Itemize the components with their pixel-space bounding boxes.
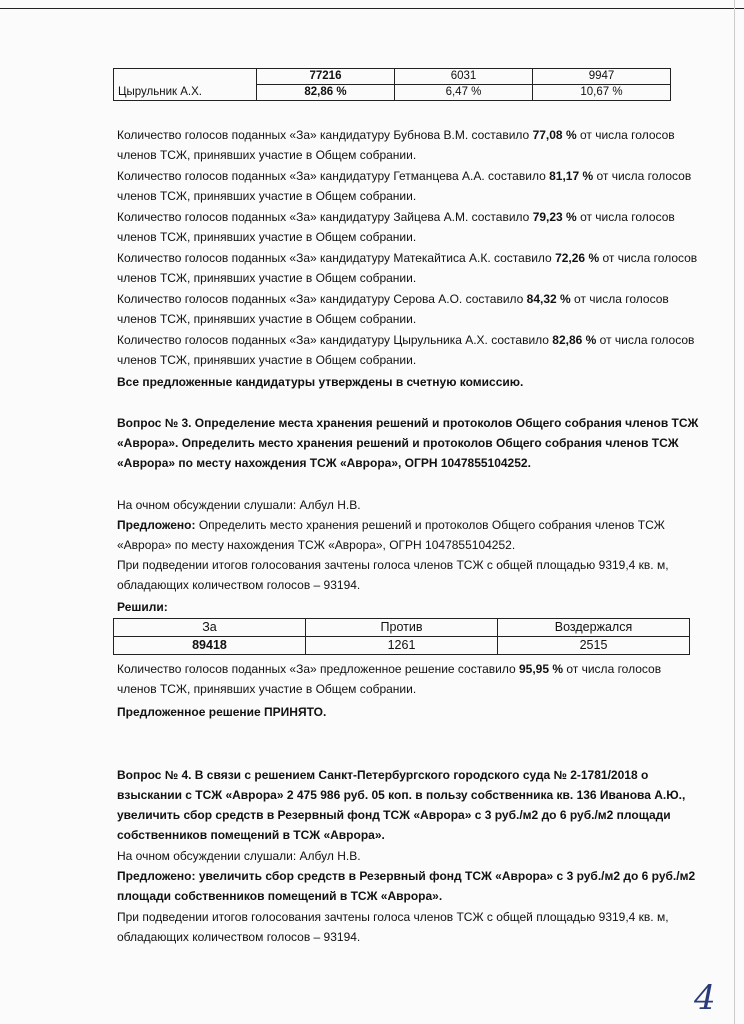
candidate-result-paragraph: [117, 166, 699, 206]
q4-heard: На очном обсуждении слушали: Албул Н.В.: [117, 849, 361, 863]
candidate-result-text: от числа голосов членов ТСЖ, принявших участие в Общем собрании.: [117, 169, 692, 203]
against-percent-cell: 6,47 %: [395, 85, 533, 101]
candidate-result-text: от числа голосов членов ТСЖ, принявших участие в Общем собрании.: [117, 333, 695, 367]
table-row: [114, 637, 690, 655]
q3-result-text: Количество голосов поданных «За» предложенное решение составило: [117, 662, 519, 676]
candidate-result-text: Количество голосов поданных «За» кандидатуру Матекайтиса А.К. составило: [117, 251, 556, 265]
candidate-result-percent: 72,26 %: [555, 251, 600, 265]
candidate-result-paragraph: [117, 207, 699, 247]
q3-counting: При подведении итогов голосования зачтены голоса членов ТСЖ с общей площадью 9319,4 кв. м, обладающих количеством голосов – 93194.: [117, 558, 669, 592]
candidate-result-percent: 77,08 %: [532, 128, 577, 142]
candidate-result-text: Количество голосов поданных «За» кандидатуру Бубнова В.М. составило: [117, 128, 533, 142]
q4-proposed-text: увеличить сбор средств в Резервный фонд ТСЖ «Аврора» с 3 руб./м2 до 6 руб./м2 площади собственников помещений в ТСЖ «Аврора».: [117, 869, 696, 903]
handwritten-page-number: 4: [694, 978, 716, 1018]
for-percent-cell: 82,86 %: [257, 85, 395, 101]
against-votes-cell: 6031: [395, 69, 533, 85]
candidate-result-percent: 81,17 %: [549, 169, 594, 183]
q3-proposed: [117, 515, 699, 555]
candidate-name-cell: Цырульник А.Х.: [114, 69, 257, 101]
q3-heading: Вопрос № 3. Определение места хранения решений и протоколов Общего собрания членов ТСЖ «Аврора». Определить место хранения решений и протоколов Общего собрания членов ТСЖ «Аврора» по месту нахождения ТСЖ «Аврора», ОГРН 1047855104252.: [117, 416, 699, 470]
right-edge-line: [734, 0, 735, 1024]
q4-proposed-label: Предложено:: [117, 869, 196, 883]
candidate-result-paragraph: [117, 248, 699, 288]
q3-vote-table: [113, 618, 690, 655]
candidate-result-paragraph: [117, 289, 699, 329]
candidate-result-text: Количество голосов поданных «За» кандидатуру Зайцева А.М. составило: [117, 210, 533, 224]
candidate-result-paragraph: [117, 125, 699, 165]
q3-result-text: от числа голосов членов ТСЖ, принявших участие в Общем собрании.: [117, 662, 662, 696]
abstain-votes-cell: 9947: [533, 69, 671, 85]
vote-value-against: 1261: [306, 637, 498, 655]
vote-header-abstain: Воздержался: [498, 619, 690, 637]
candidate-result-text: от числа голосов членов ТСЖ, принявших участие в Общем собрании.: [117, 210, 675, 244]
candidate-result-text: Количество голосов поданных «За» кандидатуру Серова А.О. составило: [117, 292, 527, 306]
vote-header-for: За: [114, 619, 306, 637]
q3-proposed-label: Предложено:: [117, 518, 196, 532]
vote-header-against: Против: [306, 619, 498, 637]
candidate-result-percent: 84,32 %: [526, 292, 571, 306]
abstain-percent-cell: 10,67 %: [533, 85, 671, 101]
q4-counting: При подведении итогов голосования зачтены голоса членов ТСЖ с общей площадью 9319,4 кв. м, обладающих количеством голосов – 93194.: [117, 910, 669, 944]
candidate-result-paragraph: [117, 330, 699, 370]
candidate-result-percent: 82,86 %: [552, 333, 597, 347]
table-row: [114, 69, 671, 85]
candidate-result-text: от числа голосов членов ТСЖ, принявших участие в Общем собрании.: [117, 128, 675, 162]
q3-accepted: Предложенное решение ПРИНЯТО.: [117, 705, 327, 719]
candidate-result-percent: 79,23 %: [532, 210, 577, 224]
candidate-result-text: от числа голосов членов ТСЖ, принявших участие в Общем собрании.: [117, 292, 669, 326]
candidate-result-text: Количество голосов поданных «За» кандидатуру Цырульника А.Х. составило: [117, 333, 553, 347]
candidates-conclusion: Все предложенные кандидатуры утверждены в счетную комиссию.: [117, 375, 524, 389]
table-row: [114, 619, 690, 637]
q3-proposed-text: Определить место хранения решений и протоколов Общего собрания членов ТСЖ «Аврора» по месту нахождения ТСЖ «Аврора», ОГРН 1047855104252.: [117, 518, 665, 552]
candidate-results-table: [113, 68, 671, 101]
candidate-result-text: от числа голосов членов ТСЖ, принявших участие в Общем собрании.: [117, 251, 698, 285]
q3-decided-label: Решили:: [117, 600, 168, 614]
q4-proposed: [117, 866, 699, 906]
q3-heard: На очном обсуждении слушали: Албул Н.В.: [117, 498, 361, 512]
q3-result-percent: 95,95 %: [518, 662, 564, 676]
q4-heading: Вопрос № 4. В связи с решением Санкт-Петербургского городского суда № 2-1781/2018 о взыскании с ТСЖ «Аврора» 2 475 986 руб. 05 коп. в пользу собственника кв. 136 Иванова А.Ю., увеличить сбор средств в Резервный фонд ТСЖ «Аврора» с 3 руб./м2 до 6 руб./м2 площади собственников помещений в ТСЖ «Аврора».: [117, 768, 686, 842]
for-votes-cell: 77216: [257, 69, 395, 85]
q3-result: [117, 659, 699, 699]
vote-value-abstain: 2515: [498, 637, 690, 655]
candidate-result-text: Количество голосов поданных «За» кандидатуру Гетманцева А.А. составило: [117, 169, 550, 183]
top-border-line: [0, 8, 744, 9]
vote-value-for: 89418: [114, 637, 306, 655]
